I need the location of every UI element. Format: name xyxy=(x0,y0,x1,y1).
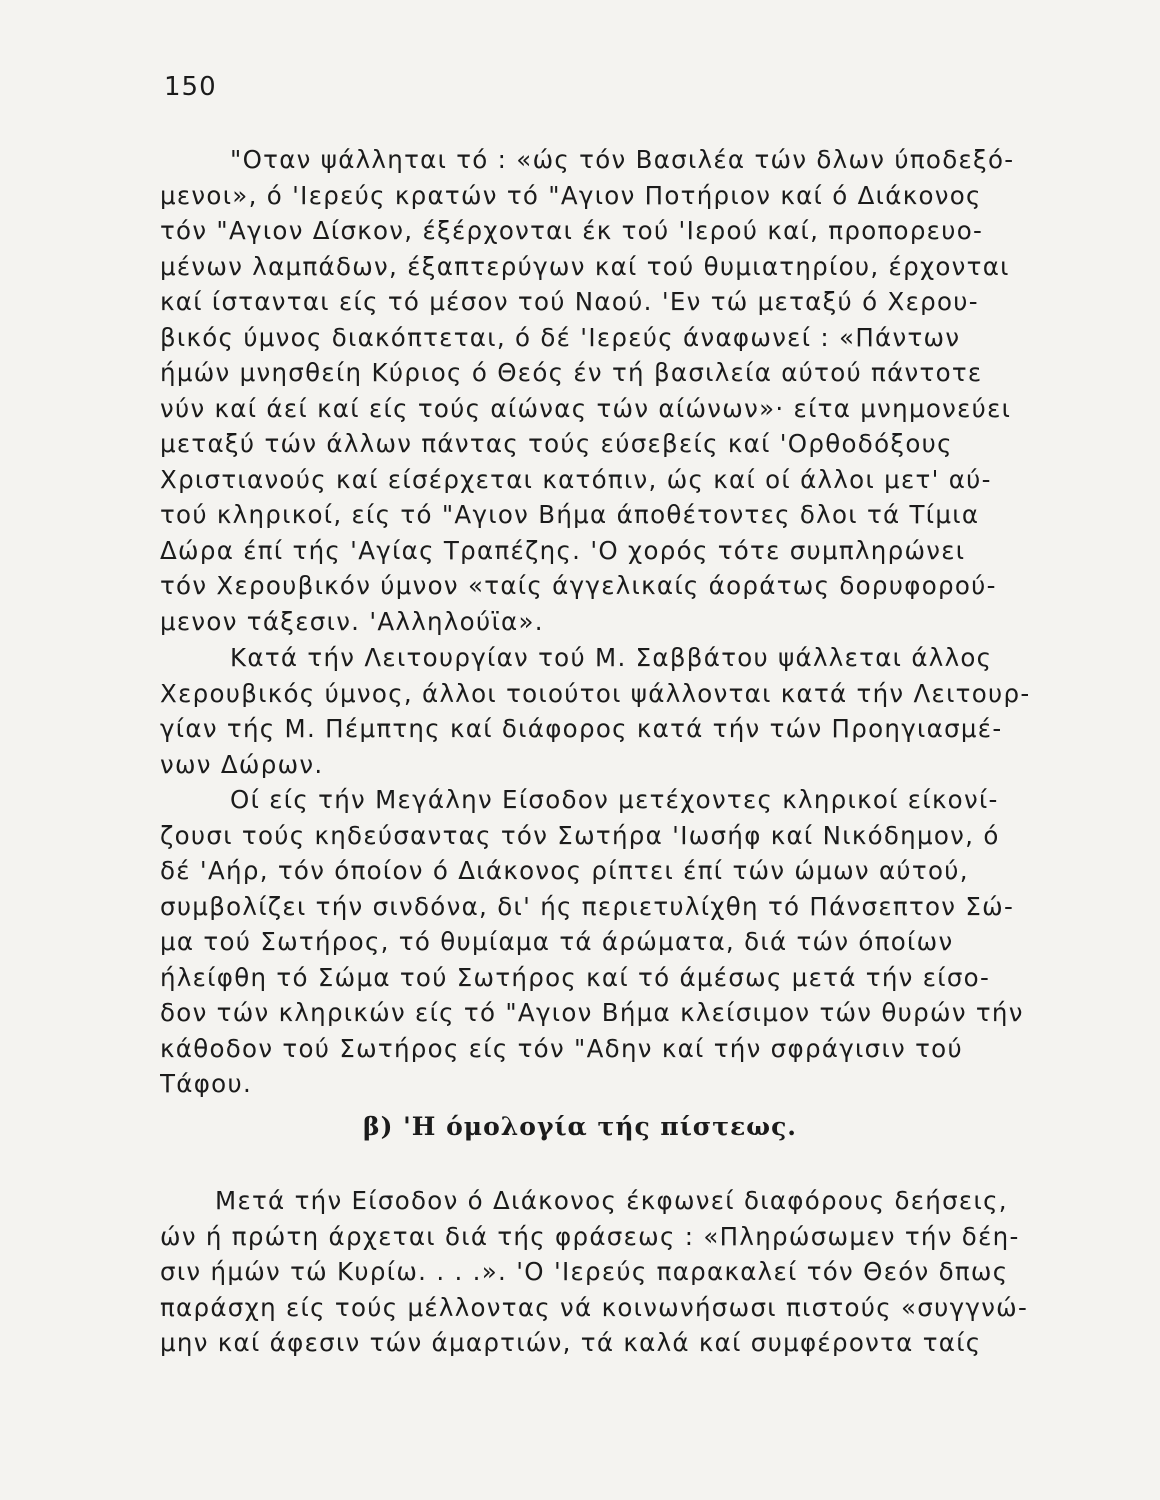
text-line: σιν ήμών τώ Κυρίω. . . .». 'Ο 'Ιερεύς παρακαλεί τόν Θεόν δπως xyxy=(160,1257,1009,1286)
text-line: Μετά τήν Είσοδον ό Διάκονος έκφωνεί διαφόρους δεήσεις, xyxy=(215,1186,1008,1215)
paragraph-4 xyxy=(160,1183,1110,1361)
text-line: "Οταν ψάλληται τό : «ώς τόν Βασιλέα τών δλων ύποδεξό- xyxy=(230,145,1015,174)
text-line: τόν Χερουβικόν ύμνον «ταίς άγγελικαίς άοράτως δορυφορού- xyxy=(160,571,997,600)
text-line: μενον τάξεσιν. 'Αλληλούϊα». xyxy=(160,606,544,636)
text-line: τού κληρικοί, είς τό "Αγιον Βήμα άποθέτοντες δλοι τά Τίμια xyxy=(160,500,980,529)
text-line: Χερουβικός ύμνος, άλλοι τοιούτοι ψάλλονται κατά τήν Λειτουρ- xyxy=(160,678,1031,708)
text-line: μην καί άφεσιν τών άμαρτιών, τά καλά καί συμφέροντα ταίς xyxy=(160,1328,982,1357)
paragraph-2 xyxy=(160,640,1110,782)
text-line: μα τού Σωτήρος, τό θυμίαμα τά άρώματα, διά τών όποίων xyxy=(160,927,954,956)
text-line: Δώρα έπί τής 'Αγίας Τραπέζης. 'Ο χορός τότε συμπληρώνει xyxy=(160,535,966,565)
text-line: δέ 'Αήρ, τόν όποίον ό Διάκονος ρίπτει έπί τών ώμων αύτού, xyxy=(160,856,969,885)
text-line: ήμών μνησθείη Κύριος ό Θεός έν τή βασιλεία αύτού πάντοτε xyxy=(160,358,983,387)
text-line: νύν καί άεί καί είς τούς αίώνας τών αίώνων»· είτα μνημονεύει xyxy=(160,393,1012,423)
text-line: γίαν τής Μ. Πέμπτης καί διάφορος κατά τήν τών Προηγιασμέ- xyxy=(160,714,1003,743)
text-line: δον τών κληρικών είς τό "Αγιον Βήμα κλείσιμον τών θυρών τήν xyxy=(160,998,1024,1027)
text-line: ζουσι τούς κηδεύσαντας τόν Σωτήρα 'Ιωσήφ καί Νικόδημον, ό xyxy=(160,820,1000,850)
paragraph-1 xyxy=(160,142,1110,639)
text-line: κάθοδον τού Σωτήρος είς τόν "Αδην καί τήν σφράγισιν τού xyxy=(160,1033,963,1063)
text-line: ήλείφθη τό Σώμα τού Σωτήρος καί τό άμέσως μετά τήν είσο- xyxy=(160,962,991,992)
text-line: Κατά τήν Λειτουργίαν τού Μ. Σαββάτου ψάλλεται άλλος xyxy=(230,643,993,672)
text-line: τόν "Αγιον Δίσκον, έξέρχονται έκ τού 'Ιερού καί, προπορευο- xyxy=(160,216,984,245)
text-line: ών ή πρώτη άρχεται διά τής φράσεως : «Πληρώσωμεν τήν δέη- xyxy=(160,1221,1020,1251)
text-line: μένων λαμπάδων, έξαπτερύγων καί τού θυμιατηρίου, έρχονται xyxy=(160,251,1010,281)
text-line: βικός ύμνος διακόπτεται, ό δέ 'Ιερεύς άναφωνεί : «Πάντων xyxy=(160,322,961,352)
text-line: μεταξύ τών άλλων πάντας τούς εύσεβείς καί 'Ορθοδόξους xyxy=(160,429,953,458)
text-line: Τάφου. xyxy=(160,1069,253,1098)
text-line: Οί είς τήν Μεγάλην Είσοδον μετέχοντες κληρικοί είκονί- xyxy=(230,785,999,814)
text-line: καί ίστανται είς τό μέσον τού Ναού. 'Εν τώ μεταξύ ό Χερου- xyxy=(160,287,979,316)
section-heading: β) 'Η όμολογία τής πίστεως. xyxy=(362,1112,797,1141)
page-number: 150 xyxy=(164,72,217,102)
paragraph-3 xyxy=(160,782,1110,1102)
text-line: μενοι», ό 'Ιερεύς κρατών τό "Αγιον Ποτήριον καί ό Διάκονος xyxy=(160,180,982,210)
text-line: Χριστιανούς καί είσέρχεται κατόπιν, ώς καί οί άλλοι μετ' αύ- xyxy=(160,464,992,494)
text-line: νων Δώρων. xyxy=(160,749,324,779)
text-line: συμβολίζει τήν σινδόνα, δι' ής περιετυλίχθη τό Πάνσεπτον Σώ- xyxy=(160,891,1015,921)
text-line: παράσχη είς τούς μέλλοντας νά κοινωνήσωσι πιστούς «συγγνώ- xyxy=(160,1292,1029,1322)
